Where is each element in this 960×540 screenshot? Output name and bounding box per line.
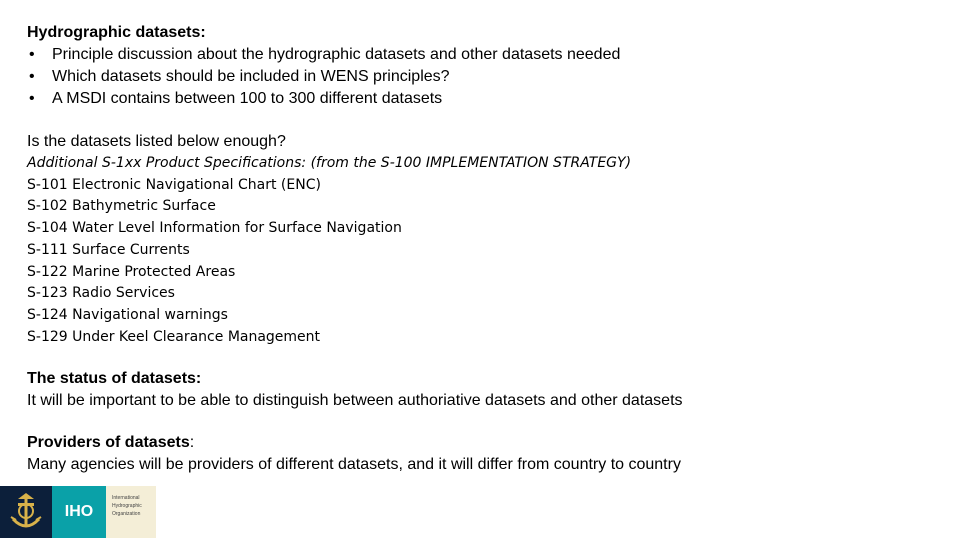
spec-item: S-124 Navigational warnings (27, 306, 228, 323)
spec-item: S-111 Surface Currents (27, 241, 190, 258)
bullet-marker: • (29, 90, 35, 107)
hydro-heading: Hydrographic datasets: (27, 24, 206, 41)
bullet-marker: • (29, 46, 35, 63)
providers-heading-line (27, 432, 927, 454)
providers-text: Many agencies will be providers of different datasets, and it will differ from country to country (27, 456, 681, 474)
question-text: Is the datasets listed below enough? (27, 133, 286, 150)
spec-item: S-102 Bathymetric Surface (27, 198, 216, 215)
org-line: International (112, 495, 140, 501)
iho-emblem (0, 486, 52, 538)
bullet-text: A MSDI contains between 100 to 300 different datasets (52, 90, 443, 107)
status-text: It will be important to be able to distinguish between authoriative datasets and other datasets (27, 392, 683, 410)
providers-heading: Providers of datasets (27, 434, 190, 452)
bullet-text: Which datasets should be included in WENS principles? (52, 68, 450, 85)
slide-content (27, 22, 927, 476)
anchor-emblem-icon (8, 491, 44, 533)
hydro-bullet (27, 88, 927, 110)
spec-item: S-101 Electronic Navigational Chart (ENC) (27, 176, 321, 193)
spec-item: S-104 Water Level Information for Surface Navigation (27, 220, 402, 237)
status-heading: The status of datasets: (27, 370, 202, 388)
spec-item: S-123 Radio Services (27, 285, 175, 302)
footer-logo (0, 486, 156, 538)
bullet-marker: • (29, 68, 35, 85)
spec-item: S-122 Marine Protected Areas (27, 263, 236, 280)
iho-logo-text: IHO (52, 486, 106, 538)
hydro-bullet (27, 66, 927, 88)
providers-colon: : (189, 434, 195, 452)
org-name (106, 486, 156, 538)
org-line: Organization (112, 511, 141, 517)
bullet-text: Principle discussion about the hydrographic datasets and other datasets needed (52, 46, 621, 63)
org-line: Hydrographic (112, 503, 142, 509)
specs-intro: Additional S-1xx Product Specifications: (from the S-100 IMPLEMENTATION STRATEGY) (27, 155, 632, 171)
hydro-bullet (27, 44, 927, 66)
spec-item: S-129 Under Keel Clearance Management (27, 328, 321, 345)
